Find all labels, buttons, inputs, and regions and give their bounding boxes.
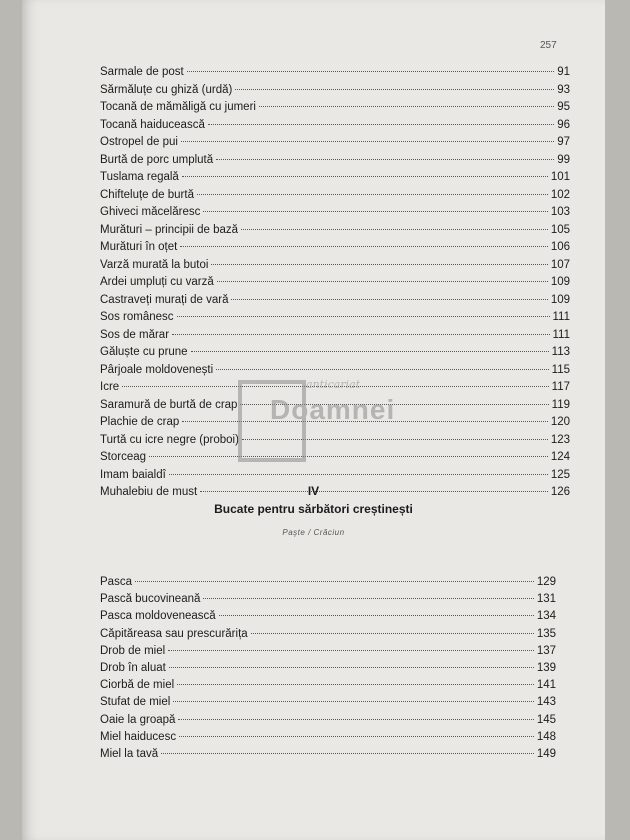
toc-entry-title: Tuslama regală [100, 171, 179, 183]
table-of-contents-part2 [100, 574, 556, 763]
toc-entry-page: 134 [536, 610, 556, 623]
toc-entry [100, 292, 570, 310]
toc-entry [100, 608, 556, 625]
toc-entry-title: Imam baialdî [100, 468, 166, 481]
toc-entry [100, 677, 556, 694]
toc-dot-leader [178, 719, 533, 720]
toc-dot-leader [169, 474, 548, 475]
toc-entry [100, 362, 570, 380]
toc-entry-page: 124 [550, 451, 570, 463]
toc-entry-page: 111 [552, 311, 570, 323]
toc-dot-leader [203, 598, 533, 599]
toc-dot-leader [219, 615, 534, 616]
toc-dot-leader [191, 351, 549, 352]
toc-dot-leader [177, 316, 550, 317]
toc-dot-leader [216, 369, 549, 370]
toc-entry [100, 729, 556, 746]
section-title: Bucate pentru sărbători creștinești [214, 502, 413, 516]
toc-entry [100, 591, 556, 608]
toc-entry-page: 97 [557, 136, 570, 148]
toc-entry-page: 149 [536, 747, 556, 760]
toc-dot-leader [177, 684, 534, 685]
toc-entry-title: Ciorbă de miel [100, 679, 175, 692]
toc-entry [100, 327, 570, 345]
toc-entry-page: 126 [550, 486, 570, 498]
toc-entry-page: 129 [536, 576, 556, 588]
toc-dot-leader [180, 246, 547, 247]
toc-entry [100, 239, 570, 257]
toc-entry-title: Drob în aluat [100, 661, 166, 674]
watermark-logo [236, 378, 406, 460]
toc-entry-title: Drob de miel [100, 644, 166, 657]
toc-entry-title: Ghiveci măcelăresc [100, 206, 201, 218]
toc-entry-page: 107 [550, 258, 570, 271]
toc-dot-leader [216, 159, 554, 160]
watermark-top-text: anticariat [306, 378, 361, 391]
toc-dot-leader [251, 633, 534, 634]
toc-entry-page: 135 [536, 627, 556, 640]
toc-entry [100, 309, 570, 327]
toc-entry-title: Varză murată la butoi [100, 258, 209, 271]
toc-entry-title: Pasca moldovenească [100, 610, 216, 623]
toc-dot-leader [259, 106, 554, 107]
watermark-main-text: Doamnei [270, 394, 396, 425]
toc-entry-page: 119 [551, 398, 570, 411]
section-subtitle: Paşte / Crăciun [282, 528, 345, 537]
toc-entry-page: 109 [550, 293, 570, 306]
toc-entry [100, 660, 556, 677]
toc-entry-title: Turtă cu icre negre (proboi) [100, 433, 239, 446]
toc-entry-title: Găluște cu prune [100, 346, 188, 358]
toc-dot-leader [208, 124, 554, 125]
toc-entry-title: Murături – principii de bază [100, 223, 239, 236]
toc-entry [100, 152, 570, 170]
toc-entry-page: 148 [536, 730, 556, 743]
toc-entry-title: Saramură de burtă de crap [100, 398, 238, 411]
toc-dot-leader [211, 264, 547, 265]
toc-entry-page: 109 [550, 276, 570, 288]
toc-entry-title: Tocană de mămăligă cu jumeri [100, 101, 256, 113]
toc-entry-page: 125 [550, 468, 570, 481]
toc-entry-page: 111 [552, 328, 570, 341]
toc-entry-page: 113 [551, 346, 570, 358]
toc-entry-title: Căpităreasa sau prescurărița [100, 627, 248, 640]
toc-entry-page: 143 [536, 696, 556, 709]
toc-entry-page: 141 [536, 679, 556, 692]
toc-entry-title: Sos românesc [100, 311, 174, 323]
toc-dot-leader [172, 334, 549, 335]
toc-entry [100, 99, 570, 117]
toc-entry-title: Ardei umpluți cu varză [100, 276, 214, 288]
toc-entry-page: 137 [536, 644, 556, 657]
toc-dot-leader [161, 753, 534, 754]
toc-entry-page: 115 [551, 363, 570, 376]
toc-entry [100, 134, 570, 152]
toc-entry [100, 204, 570, 222]
toc-dot-leader [135, 581, 534, 582]
toc-entry-page: 105 [550, 223, 570, 236]
toc-entry-title: Miel la tavă [100, 747, 159, 760]
toc-entry-title: Plachie de crap [100, 416, 180, 428]
toc-entry [100, 467, 570, 485]
toc-entry-title: Chifteluțe de burtă [100, 188, 194, 201]
toc-entry-title: Sos de mărar [100, 328, 170, 341]
toc-entry-page: 145 [536, 713, 556, 726]
toc-entry-title: Pasca [100, 576, 132, 588]
toc-entry-page: 139 [536, 661, 556, 674]
toc-entry-title: Sarmale de post [100, 66, 184, 78]
toc-entry [100, 626, 556, 643]
toc-entry [100, 117, 570, 135]
toc-dot-leader [235, 89, 554, 90]
toc-entry-title: Pârjoale moldovenești [100, 363, 214, 376]
toc-dot-leader [241, 229, 548, 230]
toc-entry [100, 187, 570, 205]
toc-entry [100, 169, 570, 187]
page-number: 257 [540, 40, 557, 51]
toc-entry [100, 344, 570, 362]
toc-entry-title: Castraveți murați de vară [100, 293, 229, 306]
toc-entry [100, 643, 556, 660]
toc-entry [100, 222, 570, 240]
toc-entry-page: 106 [550, 241, 570, 253]
toc-dot-leader [217, 281, 548, 282]
toc-entry-page: 102 [550, 188, 570, 201]
toc-entry-page: 95 [557, 101, 570, 113]
toc-entry [100, 712, 556, 729]
toc-entry-title: Miel haiducesc [100, 730, 177, 743]
toc-dot-leader [173, 701, 533, 702]
toc-entry-title: Sărmăluțe cu ghiză (urdă) [100, 83, 233, 96]
toc-dot-leader [182, 176, 548, 177]
toc-entry-page: 96 [557, 118, 570, 131]
toc-entry [100, 694, 556, 711]
toc-dot-leader [181, 141, 554, 142]
toc-entry-page: 117 [551, 381, 570, 393]
toc-entry-page: 101 [550, 171, 570, 183]
toc-entry-title: Oaie la groapă [100, 713, 176, 726]
toc-entry-title: Tocană haiducească [100, 118, 205, 131]
toc-dot-leader [231, 299, 547, 300]
toc-entry-title: Storceag [100, 451, 147, 463]
toc-entry [100, 574, 556, 591]
toc-entry-title: Icre [100, 381, 120, 393]
toc-entry-page: 99 [557, 153, 570, 166]
toc-entry-page: 103 [550, 206, 570, 218]
toc-dot-leader [197, 194, 548, 195]
toc-entry-title: Burtă de porc umplută [100, 153, 214, 166]
toc-entry-page: 93 [557, 83, 570, 96]
toc-entry [100, 82, 570, 100]
toc-entry-title: Muhalebiu de must [100, 486, 198, 498]
toc-entry-page: 120 [550, 416, 570, 428]
section-number: IV [307, 484, 320, 498]
toc-dot-leader [187, 71, 554, 72]
toc-entry [100, 746, 556, 763]
toc-dot-leader [203, 211, 547, 212]
toc-entry-title: Murături în oțet [100, 241, 178, 253]
toc-entry-title: Pască bucovineană [100, 593, 201, 606]
toc-entry-page: 131 [536, 593, 556, 606]
toc-entry [100, 64, 570, 82]
toc-entry-title: Stufat de miel [100, 696, 171, 709]
toc-dot-leader [168, 650, 534, 651]
toc-entry-page: 91 [557, 66, 570, 78]
toc-entry [100, 257, 570, 275]
toc-entry-title: Ostropel de pui [100, 136, 178, 148]
toc-entry [100, 274, 570, 292]
toc-entry-page: 123 [550, 433, 570, 446]
toc-dot-leader [169, 667, 534, 668]
toc-dot-leader [179, 736, 534, 737]
